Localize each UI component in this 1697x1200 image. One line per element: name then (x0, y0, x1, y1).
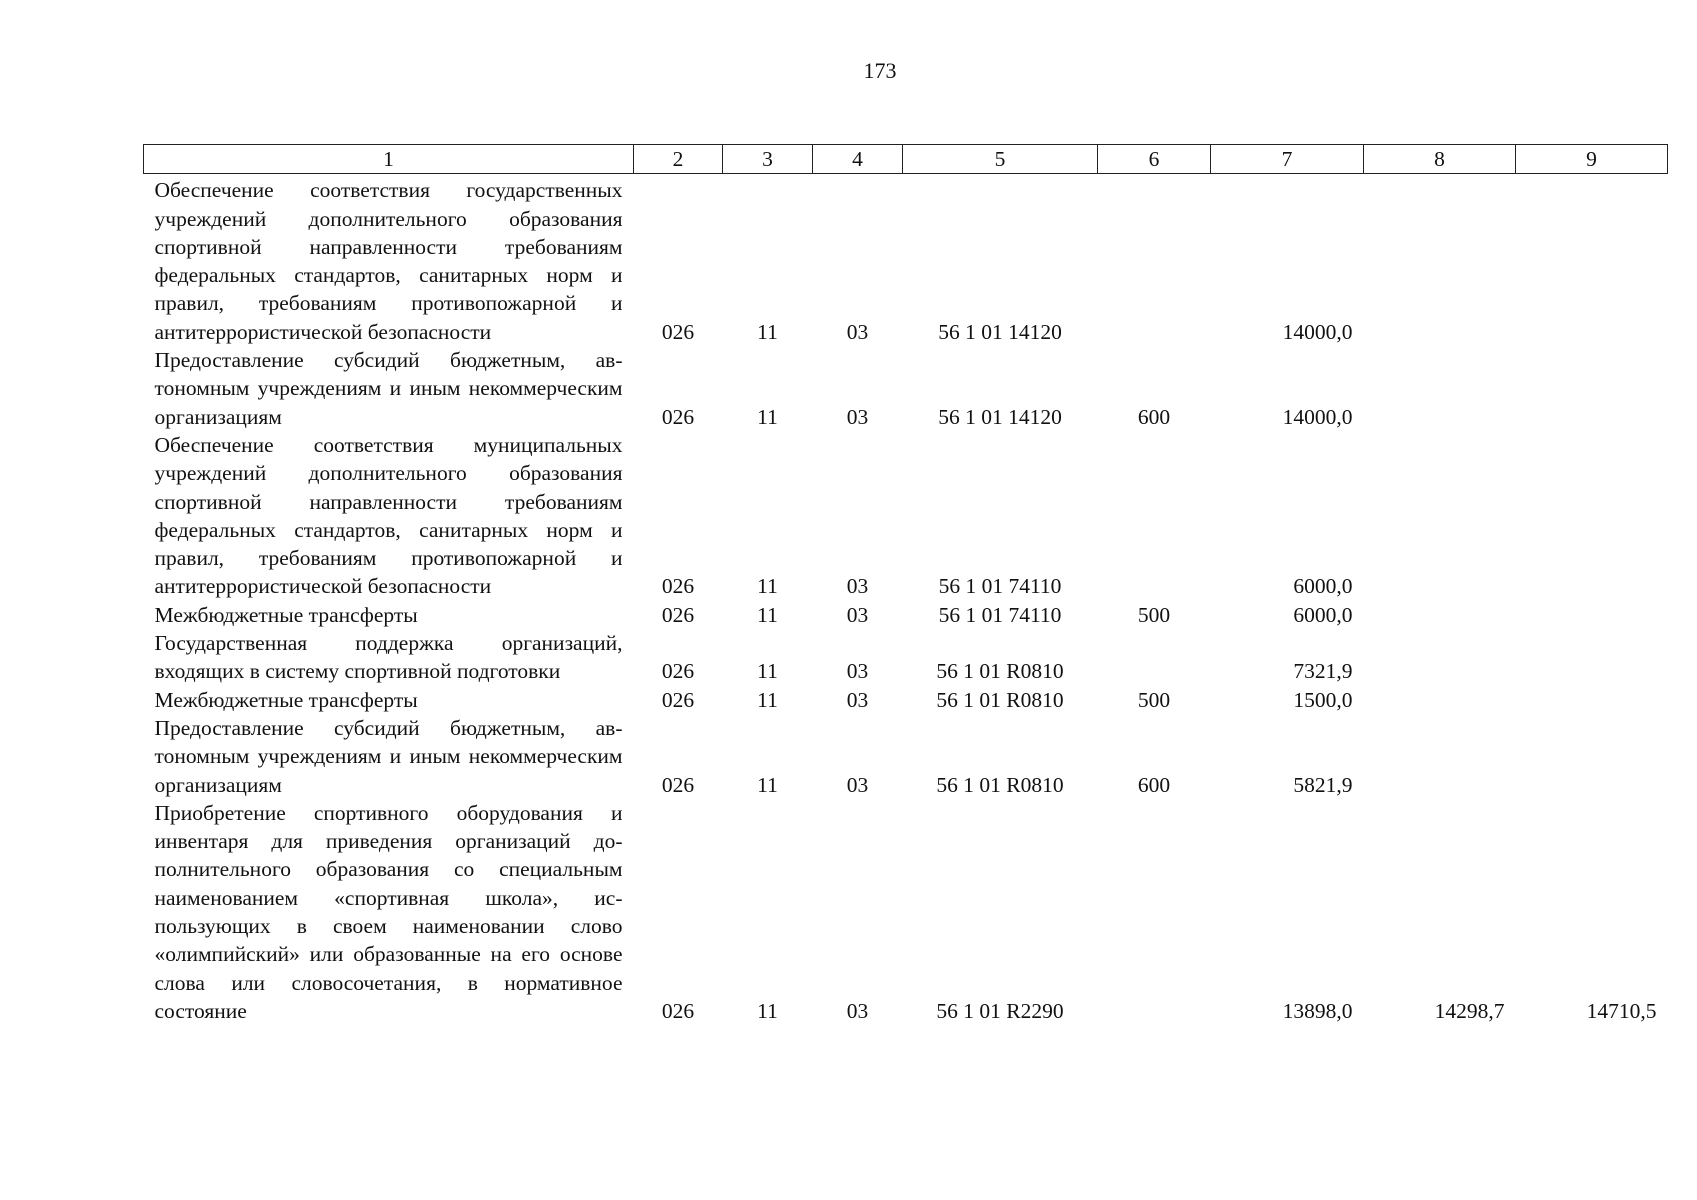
row-name: Предоставление субсидий бюджетным, автономным учреждениям и иным некоммерческим организациям (154, 348, 623, 429)
cell-section-code: 11 (757, 404, 778, 429)
cell-ministry-code: 026 (661, 602, 695, 627)
table-header (144, 145, 1668, 174)
cell-ministry-code: 026 (661, 659, 695, 684)
cell-section-code: 11 (757, 772, 778, 797)
cell-expense-type (1098, 174, 1211, 346)
cell-amount-col7: 1500,0 (1293, 687, 1353, 712)
cell-subsection-code: 03 (846, 687, 869, 712)
cell-section-code: 11 (757, 319, 778, 344)
cell-amount-col9 (1516, 601, 1668, 629)
cell-amount-col9: 14710,5 (1586, 998, 1657, 1023)
cell-amount-col9 (1516, 174, 1668, 346)
budget-table (143, 144, 1668, 1025)
cell-section-code: 11 (757, 574, 778, 599)
cell-expense-type: 600 (1137, 772, 1171, 797)
column-header: 9 (1516, 145, 1668, 174)
table-row (144, 346, 1668, 431)
table-row (144, 629, 1668, 686)
cell-amount-col8 (1364, 714, 1516, 799)
cell-expense-type (1098, 629, 1211, 686)
cell-amount-col8 (1364, 686, 1516, 714)
cell-expense-type (1098, 431, 1211, 601)
cell-subsection-code: 03 (846, 404, 869, 429)
table-row (144, 714, 1668, 799)
cell-amount-col9 (1516, 686, 1668, 714)
cell-ministry-code: 026 (661, 772, 695, 797)
table-row (144, 431, 1668, 601)
cell-amount-col7: 5821,9 (1293, 772, 1353, 797)
cell-amount-col9 (1516, 346, 1668, 431)
cell-subsection-code: 03 (846, 602, 869, 627)
cell-amount-col7: 14000,0 (1282, 319, 1353, 344)
cell-target-article: 56 1 01 74110 (938, 574, 1062, 599)
cell-amount-col7: 7321,9 (1293, 659, 1353, 684)
column-header: 6 (1098, 145, 1211, 174)
cell-amount-col8 (1364, 431, 1516, 601)
cell-ministry-code: 026 (661, 574, 695, 599)
cell-amount-col9 (1516, 629, 1668, 686)
column-header: 5 (903, 145, 1098, 174)
cell-target-article: 56 1 01 14120 (938, 319, 1062, 344)
page-number: 173 (863, 58, 897, 83)
row-name: Межбюджетные трансферты (154, 687, 418, 712)
cell-amount-col8 (1364, 174, 1516, 346)
column-header: 4 (813, 145, 903, 174)
cell-target-article: 56 1 01 R0810 (936, 772, 1064, 797)
cell-expense-type (1098, 799, 1211, 1025)
cell-subsection-code: 03 (846, 574, 869, 599)
column-header: 8 (1364, 145, 1516, 174)
cell-section-code: 11 (757, 687, 778, 712)
cell-amount-col8 (1364, 346, 1516, 431)
cell-expense-type: 600 (1137, 404, 1171, 429)
column-header: 1 (144, 145, 634, 174)
row-name: Межбюджетные трансферты (154, 602, 418, 627)
cell-amount-col8: 14298,7 (1434, 998, 1505, 1023)
column-header: 3 (723, 145, 813, 174)
column-header: 2 (634, 145, 723, 174)
row-name: Приобретение спортивного оборудования и инвентаря для приведения организаций дополнительного образования со специальным наименованием «спортивная школа», использующих в своем наименовании слово «олимпийский» или образованные на его основе слова или словосочетания, в нормативное состояние (154, 800, 623, 1023)
cell-target-article: 56 1 01 14120 (938, 404, 1062, 429)
cell-amount-col9 (1516, 431, 1668, 601)
cell-target-article: 56 1 01 R2290 (936, 998, 1064, 1023)
cell-expense-type: 500 (1137, 602, 1171, 627)
cell-subsection-code: 03 (846, 319, 869, 344)
cell-section-code: 11 (757, 659, 778, 684)
cell-target-article: 56 1 01 74110 (938, 602, 1062, 627)
cell-section-code: 11 (757, 998, 778, 1023)
cell-ministry-code: 026 (661, 319, 695, 344)
row-name: Государственная поддержка организаций, входящих в систему спортивной подготовки (154, 631, 623, 684)
cell-amount-col8 (1364, 601, 1516, 629)
cell-expense-type: 500 (1137, 687, 1171, 712)
cell-amount-col7: 6000,0 (1293, 574, 1353, 599)
cell-subsection-code: 03 (846, 772, 869, 797)
cell-target-article: 56 1 01 R0810 (936, 687, 1064, 712)
cell-ministry-code: 026 (661, 404, 695, 429)
cell-amount-col8 (1364, 629, 1516, 686)
cell-amount-col7: 14000,0 (1282, 404, 1353, 429)
cell-amount-col7: 6000,0 (1293, 602, 1353, 627)
table-row (144, 174, 1668, 346)
table-row (144, 799, 1668, 1025)
header-row (144, 145, 1668, 174)
table-row (144, 686, 1668, 714)
cell-target-article: 56 1 01 R0810 (936, 659, 1064, 684)
column-header: 7 (1211, 145, 1364, 174)
cell-ministry-code: 026 (661, 687, 695, 712)
row-name: Предоставление субсидий бюджетным, автономным учреждениям и иным некоммерческим организациям (154, 715, 623, 797)
cell-subsection-code: 03 (846, 659, 869, 684)
cell-ministry-code: 026 (661, 998, 695, 1023)
table-body (144, 174, 1668, 1025)
cell-section-code: 11 (757, 602, 778, 627)
table-row (144, 601, 1668, 629)
cell-amount-col7: 13898,0 (1282, 998, 1353, 1023)
cell-amount-col9 (1516, 714, 1668, 799)
cell-subsection-code: 03 (846, 998, 869, 1023)
row-name: Обеспечение соответствия муниципальных учреждений дополнительного образования спортивной направленности требованиям федеральных стандартов, санитарных норм и правил, требованиям противопожарной и антитеррористической безопасности (154, 432, 623, 599)
row-name: Обеспечение соответствия государственных учреждений дополнительного образования спортивной направленности требованиям федеральных стандартов, санитарных норм и правил, требованиям противопожарной и антитеррористической безопасности (154, 178, 623, 344)
